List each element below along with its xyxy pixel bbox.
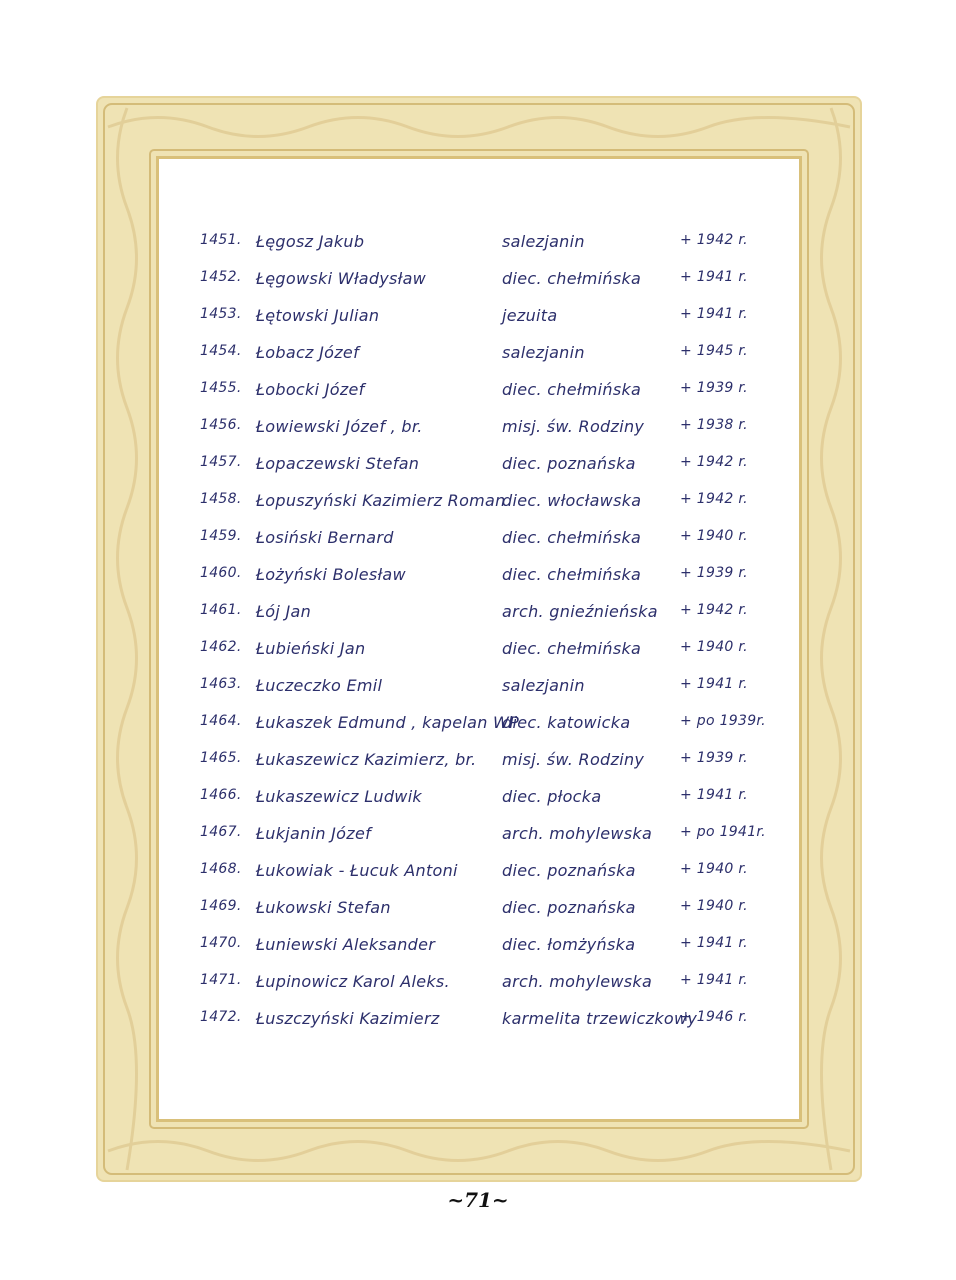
- entry-number: 1454.: [200, 343, 242, 359]
- entry-number: 1456.: [200, 417, 242, 433]
- entry-number: 1458.: [200, 491, 242, 507]
- entry-name: Łukowiak - Łucuk Antoni: [256, 861, 458, 880]
- entry-number: 1455.: [200, 380, 242, 396]
- entry-year: + 1942 r.: [680, 602, 748, 618]
- entry-number: 1468.: [200, 861, 242, 877]
- entry-diocese: karmelita trzewiczkowy: [502, 1009, 698, 1028]
- entry-number: 1460.: [200, 565, 242, 581]
- entry-name: Łukaszek Edmund , kapelan WP: [256, 713, 520, 732]
- entry-row: [190, 333, 790, 370]
- entry-diocese: diec. chełmińska: [502, 528, 642, 547]
- entry-year: + po 1941r.: [680, 824, 766, 840]
- entry-year: + 1942 r.: [680, 232, 748, 248]
- entry-number: 1469.: [200, 898, 242, 914]
- entry-diocese: diec. chełmińska: [502, 639, 642, 658]
- entry-diocese: diec. poznańska: [502, 454, 636, 473]
- entry-number: 1452.: [200, 269, 242, 285]
- entry-year: + 1941 r.: [680, 935, 748, 951]
- entry-row: [190, 999, 790, 1036]
- entry-year: + 1941 r.: [680, 972, 748, 988]
- entry-number: 1459.: [200, 528, 242, 544]
- entry-row: [190, 259, 790, 296]
- entry-name: Łętowski Julian: [256, 306, 380, 325]
- entry-name: Łukaszewicz Ludwik: [256, 787, 423, 806]
- entry-diocese: diec. katowicka: [502, 713, 631, 732]
- entry-diocese: diec. poznańska: [502, 861, 636, 880]
- entry-diocese: salezjanin: [502, 232, 585, 251]
- entry-name: Łuniewski Aleksander: [256, 935, 436, 954]
- entry-name: Łobocki Józef: [256, 380, 365, 399]
- entry-year: + 1946 r.: [680, 1009, 748, 1025]
- entry-row: [190, 814, 790, 851]
- entry-row: [190, 888, 790, 925]
- entry-year: + 1940 r.: [680, 639, 748, 655]
- entry-year: + 1938 r.: [680, 417, 748, 433]
- entry-name: Łój Jan: [256, 602, 312, 621]
- entry-year: + 1941 r.: [680, 269, 748, 285]
- entry-name: Łukaszewicz Kazimierz, br.: [256, 750, 477, 769]
- entry-row: [190, 555, 790, 592]
- entry-diocese: misj. św. Rodziny: [502, 417, 645, 436]
- entry-name: Łupinowicz Karol Aleks.: [256, 972, 450, 991]
- entry-list: [190, 222, 790, 1036]
- entry-row: [190, 592, 790, 629]
- entry-diocese: diec. płocka: [502, 787, 602, 806]
- entry-row: [190, 518, 790, 555]
- entry-diocese: salezjanin: [502, 343, 585, 362]
- entry-number: 1466.: [200, 787, 242, 803]
- entry-number: 1451.: [200, 232, 242, 248]
- entry-row: [190, 296, 790, 333]
- entry-year: + 1939 r.: [680, 750, 748, 766]
- entry-name: Łukowski Stefan: [256, 898, 391, 917]
- entry-diocese: diec. chełmińska: [502, 380, 642, 399]
- entry-row: [190, 962, 790, 999]
- entry-number: 1453.: [200, 306, 242, 322]
- entry-diocese: salezjanin: [502, 676, 585, 695]
- entry-number: 1461.: [200, 602, 242, 618]
- entry-row: [190, 629, 790, 666]
- entry-number: 1471.: [200, 972, 242, 988]
- entry-name: Łubieński Jan: [256, 639, 366, 658]
- entry-number: 1467.: [200, 824, 242, 840]
- entry-row: [190, 703, 790, 740]
- entry-number: 1462.: [200, 639, 242, 655]
- entry-row: [190, 370, 790, 407]
- entry-year: + 1939 r.: [680, 565, 748, 581]
- entry-diocese: misj. św. Rodziny: [502, 750, 645, 769]
- entry-diocese: arch. mohylewska: [502, 972, 653, 991]
- page-number: ~71~: [447, 1188, 509, 1212]
- entry-row: [190, 407, 790, 444]
- entry-year: + po 1939r.: [680, 713, 766, 729]
- entry-year: + 1941 r.: [680, 676, 748, 692]
- entry-name: Łuczeczko Emil: [256, 676, 383, 695]
- entry-name: Łowiewski Józef , br.: [256, 417, 423, 436]
- entry-name: Łęgosz Jakub: [256, 232, 365, 251]
- entry-year: + 1940 r.: [680, 861, 748, 877]
- entry-name: Łopuszyński Kazimierz Roman: [256, 491, 506, 510]
- entry-number: 1464.: [200, 713, 242, 729]
- entry-year: + 1942 r.: [680, 491, 748, 507]
- entry-diocese: diec. łomżyńska: [502, 935, 636, 954]
- entry-number: 1470.: [200, 935, 242, 951]
- entry-row: [190, 777, 790, 814]
- entry-name: Łuszczyński Kazimierz: [256, 1009, 440, 1028]
- entry-row: [190, 851, 790, 888]
- entry-number: 1472.: [200, 1009, 242, 1025]
- entry-year: + 1942 r.: [680, 454, 748, 470]
- entry-diocese: diec. włocławska: [502, 491, 642, 510]
- entry-row: [190, 925, 790, 962]
- entry-diocese: diec. poznańska: [502, 898, 636, 917]
- entry-year: + 1939 r.: [680, 380, 748, 396]
- entry-row: [190, 444, 790, 481]
- entry-row: [190, 481, 790, 518]
- entry-year: + 1945 r.: [680, 343, 748, 359]
- entry-number: 1457.: [200, 454, 242, 470]
- entry-year: + 1940 r.: [680, 528, 748, 544]
- entry-row: [190, 740, 790, 777]
- entry-name: Łęgowski Władysław: [256, 269, 427, 288]
- entry-name: Łobacz Józef: [256, 343, 360, 362]
- entry-row: [190, 666, 790, 703]
- entry-name: Łopaczewski Stefan: [256, 454, 420, 473]
- entry-year: + 1941 r.: [680, 787, 748, 803]
- entry-number: 1463.: [200, 676, 242, 692]
- entry-name: Łożyński Bolesław: [256, 565, 406, 584]
- entry-diocese: jezuita: [502, 306, 558, 325]
- entry-diocese: arch. gnieźnieńska: [502, 602, 658, 621]
- entry-diocese: diec. chełmińska: [502, 269, 642, 288]
- entry-diocese: diec. chełmińska: [502, 565, 642, 584]
- entry-number: 1465.: [200, 750, 242, 766]
- entry-diocese: arch. mohylewska: [502, 824, 653, 843]
- entry-row: [190, 222, 790, 259]
- entry-year: + 1941 r.: [680, 306, 748, 322]
- entry-name: Łukjanin Józef: [256, 824, 372, 843]
- entry-year: + 1940 r.: [680, 898, 748, 914]
- entry-name: Łosiński Bernard: [256, 528, 394, 547]
